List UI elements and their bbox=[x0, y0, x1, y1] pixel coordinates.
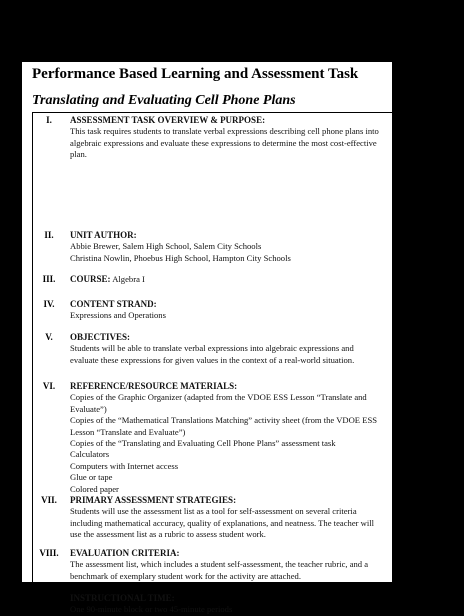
section-inline-value: Algebra I bbox=[112, 274, 145, 284]
section-text-line: including mathematical accuracy, quality of explanations, and neatness. The teacher will bbox=[70, 517, 375, 528]
section-number: II. bbox=[44, 230, 54, 240]
section-body bbox=[70, 299, 390, 322]
section-text-line: Lesson “Translate and Evaluate”) bbox=[70, 426, 186, 437]
section-number: I. bbox=[46, 115, 52, 125]
section-text-line: use the assessment list as a rubric to assess student work. bbox=[70, 529, 266, 540]
section-text-line: algebraic expressions and evaluate these expressions to determine the most cost-effective bbox=[70, 137, 377, 148]
section-number: IV. bbox=[43, 299, 55, 309]
section-body bbox=[70, 115, 390, 161]
section-number: IX. bbox=[42, 593, 56, 603]
section-text-line: Glue or tape bbox=[70, 472, 113, 483]
section-number: VI. bbox=[42, 381, 56, 391]
section-text-line: Evaluate”) bbox=[70, 403, 107, 414]
section-number: VIII. bbox=[39, 548, 59, 558]
section-text-line: evaluate these expressions for given values in the context of a real-world situation. bbox=[70, 354, 355, 365]
section-text-line: Copies of the Graphic Organizer (adapted from the VDOE ESS Lesson “Translate and bbox=[70, 392, 367, 403]
section-heading: EVALUATION CRITERIA: bbox=[70, 548, 180, 558]
section-body bbox=[70, 230, 390, 264]
section-heading: UNIT AUTHOR: bbox=[70, 230, 137, 240]
section-number: III. bbox=[42, 274, 56, 284]
section-text-line: This task requires students to translate verbal expressions describing cell phone plans into bbox=[70, 126, 379, 137]
section-text-line: Calculators bbox=[70, 449, 110, 460]
section-text-line: Colored paper bbox=[70, 483, 119, 494]
section-text-line: Abbie Brewer, Salem High School, Salem City Schools bbox=[70, 241, 262, 252]
section-text-line: Copies of the “Mathematical Translations Matching” activity sheet (from the VDOE ESS bbox=[70, 415, 378, 426]
section-heading: ASSESSMENT TASK OVERVIEW & PURPOSE: bbox=[70, 115, 266, 125]
section-text-line: Students will be able to translate verbal expressions into algebraic expressions and bbox=[70, 343, 354, 354]
document-subtitle: Translating and Evaluating Cell Phone Plans bbox=[32, 93, 296, 108]
section-text-line: plan. bbox=[70, 149, 87, 160]
section-body bbox=[70, 495, 390, 541]
sections-table bbox=[32, 112, 393, 615]
section-heading: OBJECTIVES: bbox=[70, 332, 131, 342]
section-heading: COURSE: bbox=[70, 274, 111, 284]
document-title: Performance Based Learning and Assessment Task bbox=[32, 66, 359, 82]
document-page bbox=[22, 62, 392, 615]
section-heading: INSTRUCTIONAL TIME: bbox=[70, 593, 175, 603]
section-body bbox=[70, 548, 390, 582]
section-text-line: Christina Nowlin, Phoebus High School, Hampton City Schools bbox=[70, 252, 291, 263]
section-number: V. bbox=[45, 332, 53, 342]
section-text-line: One 90-minute block or two 45-minute periods bbox=[70, 604, 233, 615]
section-text-line: The assessment list, which includes a student self-assessment, the teacher rubric, and a bbox=[70, 559, 369, 570]
section-number: VII. bbox=[41, 495, 57, 505]
section-text-line: Students will use the assessment list as a tool for self-assessment on several criteria bbox=[70, 506, 357, 517]
section-text-line: Expressions and Operations bbox=[70, 310, 166, 321]
section-heading: REFERENCE/RESOURCE MATERIALS: bbox=[70, 381, 238, 391]
section-body bbox=[70, 381, 390, 495]
section-text-line: Computers with Internet access bbox=[70, 460, 179, 471]
section-text-line: Copies of the “Translating and Evaluating Cell Phone Plans” assessment task bbox=[70, 438, 336, 449]
section-heading: CONTENT STRAND: bbox=[70, 299, 157, 309]
section-body bbox=[70, 274, 390, 285]
section-body bbox=[70, 593, 390, 616]
section-body bbox=[70, 332, 390, 366]
section-text-line: benchmark of exemplary student work for the activity are attached. bbox=[70, 570, 301, 581]
section-heading: PRIMARY ASSESSMENT STRATEGIES: bbox=[70, 495, 237, 505]
